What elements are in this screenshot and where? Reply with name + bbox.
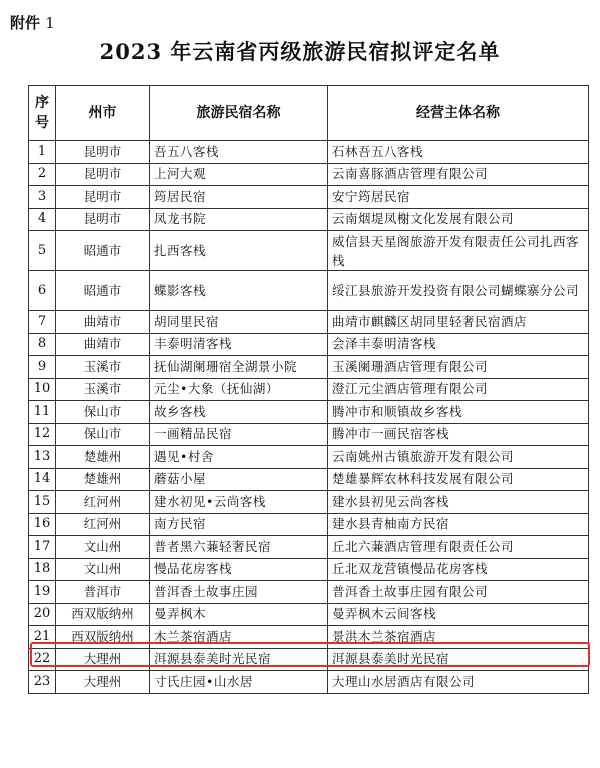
table-row (29, 231, 589, 271)
cell-seq: 4 (29, 208, 56, 231)
table-row (29, 558, 589, 581)
attachment-label-text: 附件 (10, 14, 41, 32)
cell-name: 元尘•大象（抚仙湖） (150, 378, 328, 401)
cell-seq: 20 (29, 603, 56, 626)
cell-city: 西双版纳州 (56, 626, 150, 649)
cell-operator: 威信县天星阁旅游开发有限责任公司扎西客栈 (328, 231, 589, 271)
cell-seq: 14 (29, 468, 56, 491)
cell-city: 昆明市 (56, 141, 150, 164)
cell-city: 保山市 (56, 423, 150, 446)
table-row (29, 141, 589, 164)
cell-name: 上河大观 (150, 163, 328, 186)
cell-city: 大理州 (56, 671, 150, 694)
table-row (29, 311, 589, 334)
cell-city: 玉溪市 (56, 378, 150, 401)
cell-operator: 石林吾五八客栈 (328, 141, 589, 164)
cell-city: 玉溪市 (56, 356, 150, 379)
cell-name: 曼弄枫木 (150, 603, 328, 626)
cell-seq: 11 (29, 401, 56, 424)
cell-operator: 丘北六蒹酒店管理有限责任公司 (328, 536, 589, 559)
cell-seq: 7 (29, 311, 56, 334)
table-row (29, 536, 589, 559)
cell-name: 凤龙书院 (150, 208, 328, 231)
cell-city: 文山州 (56, 536, 150, 559)
table-header-row (29, 86, 589, 141)
cell-operator: 曼弄枫木云间客栈 (328, 603, 589, 626)
cell-name: 扎西客栈 (150, 231, 328, 271)
cell-city: 昭通市 (56, 231, 150, 271)
table-row (29, 603, 589, 626)
cell-seq: 21 (29, 626, 56, 649)
table-row (29, 401, 589, 424)
cell-seq: 10 (29, 378, 56, 401)
cell-seq: 19 (29, 581, 56, 604)
cell-operator: 建水县青柚南方民宿 (328, 513, 589, 536)
cell-city: 西双版纳州 (56, 603, 150, 626)
cell-city: 曲靖市 (56, 333, 150, 356)
table-row (29, 581, 589, 604)
cell-name: 木兰茶宿酒店 (150, 626, 328, 649)
cell-city: 大理州 (56, 648, 150, 671)
cell-name: 吾五八客栈 (150, 141, 328, 164)
cell-city: 昆明市 (56, 208, 150, 231)
cell-operator: 绥江县旅游开发投资有限公司蝴蝶寨分公司 (328, 271, 589, 311)
attachment-number: 1 (45, 14, 55, 32)
attachment-label (10, 12, 55, 33)
cell-seq: 1 (29, 141, 56, 164)
cell-seq: 12 (29, 423, 56, 446)
column-header-name: 旅游民宿名称 (150, 86, 328, 141)
table-row (29, 491, 589, 514)
cell-operator: 会泽丰泰明清客栈 (328, 333, 589, 356)
cell-name: 洱源县泰美时光民宿 (150, 648, 328, 671)
cell-name: 建水初见•云尚客栈 (150, 491, 328, 514)
cell-city: 昆明市 (56, 186, 150, 209)
cell-name: 抚仙湖阑珊宿全湖景小院 (150, 356, 328, 379)
table-row (29, 513, 589, 536)
cell-seq: 6 (29, 271, 56, 311)
cell-seq: 8 (29, 333, 56, 356)
cell-city: 红河州 (56, 491, 150, 514)
cell-name: 筠居民宿 (150, 186, 328, 209)
cell-name: 丰泰明清客栈 (150, 333, 328, 356)
table-row (29, 333, 589, 356)
cell-city: 曲靖市 (56, 311, 150, 334)
cell-seq: 2 (29, 163, 56, 186)
cell-name: 胡同里民宿 (150, 311, 328, 334)
cell-seq: 13 (29, 446, 56, 469)
cell-city: 昭通市 (56, 271, 150, 311)
cell-operator: 大理山水居酒店有限公司 (328, 671, 589, 694)
highlight-box (30, 642, 590, 667)
cell-operator: 楚雄暴辉农林科技发展有限公司 (328, 468, 589, 491)
cell-operator: 安宁筠居民宿 (328, 186, 589, 209)
cell-operator: 建水县初见云尚客栈 (328, 491, 589, 514)
cell-name: 南方民宿 (150, 513, 328, 536)
table-row (29, 378, 589, 401)
cell-name: 普洱香土故事庄园 (150, 581, 328, 604)
cell-name: 一画精品民宿 (150, 423, 328, 446)
cell-operator: 腾冲市和顺镇故乡客栈 (328, 401, 589, 424)
table-row (29, 356, 589, 379)
cell-operator: 景洪木兰茶宿酒店 (328, 626, 589, 649)
column-header-seq: 序号 (29, 86, 56, 141)
cell-seq: 5 (29, 231, 56, 271)
cell-seq: 3 (29, 186, 56, 209)
table-row (29, 671, 589, 694)
cell-name: 蘑菇小屋 (150, 468, 328, 491)
cell-name: 寸氏庄园•山水居 (150, 671, 328, 694)
cell-operator: 云南烟堤凤榭文化发展有限公司 (328, 208, 589, 231)
cell-operator: 云南姚州古镇旅游开发有限公司 (328, 446, 589, 469)
cell-operator: 云南喜豚酒店管理有限公司 (328, 163, 589, 186)
table-row (29, 208, 589, 231)
cell-operator: 澄江元尘酒店管理有限公司 (328, 378, 589, 401)
column-header-city: 州市 (56, 86, 150, 141)
cell-seq: 22 (29, 648, 56, 671)
cell-seq: 15 (29, 491, 56, 514)
cell-operator: 曲靖市麒麟区胡同里轻奢民宿酒店 (328, 311, 589, 334)
cell-city: 红河州 (56, 513, 150, 536)
cell-seq: 18 (29, 558, 56, 581)
table-row (29, 423, 589, 446)
cell-seq: 23 (29, 671, 56, 694)
cell-city: 昆明市 (56, 163, 150, 186)
cell-city: 保山市 (56, 401, 150, 424)
table-row (29, 446, 589, 469)
cell-seq: 16 (29, 513, 56, 536)
table-row (29, 163, 589, 186)
cell-seq: 9 (29, 356, 56, 379)
cell-city: 普洱市 (56, 581, 150, 604)
table-row (29, 468, 589, 491)
cell-operator: 普洱香土故事庄园有限公司 (328, 581, 589, 604)
cell-city: 楚雄州 (56, 446, 150, 469)
cell-city: 文山州 (56, 558, 150, 581)
cell-operator: 玉溪阑珊酒店管理有限公司 (328, 356, 589, 379)
cell-name: 普者黑六蒹轻奢民宿 (150, 536, 328, 559)
cell-name: 慢品花房客栈 (150, 558, 328, 581)
cell-seq: 17 (29, 536, 56, 559)
cell-name: 遇见•村舍 (150, 446, 328, 469)
table-row (29, 186, 589, 209)
cell-city: 楚雄州 (56, 468, 150, 491)
cell-name: 故乡客栈 (150, 401, 328, 424)
table-row (29, 271, 589, 311)
cell-name: 蝶影客栈 (150, 271, 328, 311)
list-table (28, 85, 589, 694)
page-title: 2023 年云南省丙级旅游民宿拟评定名单 (99, 39, 501, 64)
column-header-operator: 经营主体名称 (328, 86, 589, 141)
cell-operator: 洱源县泰美时光民宿 (328, 648, 589, 671)
cell-operator: 丘北双龙营镇慢品花房客栈 (328, 558, 589, 581)
cell-operator: 腾冲市一画民宿客栈 (328, 423, 589, 446)
